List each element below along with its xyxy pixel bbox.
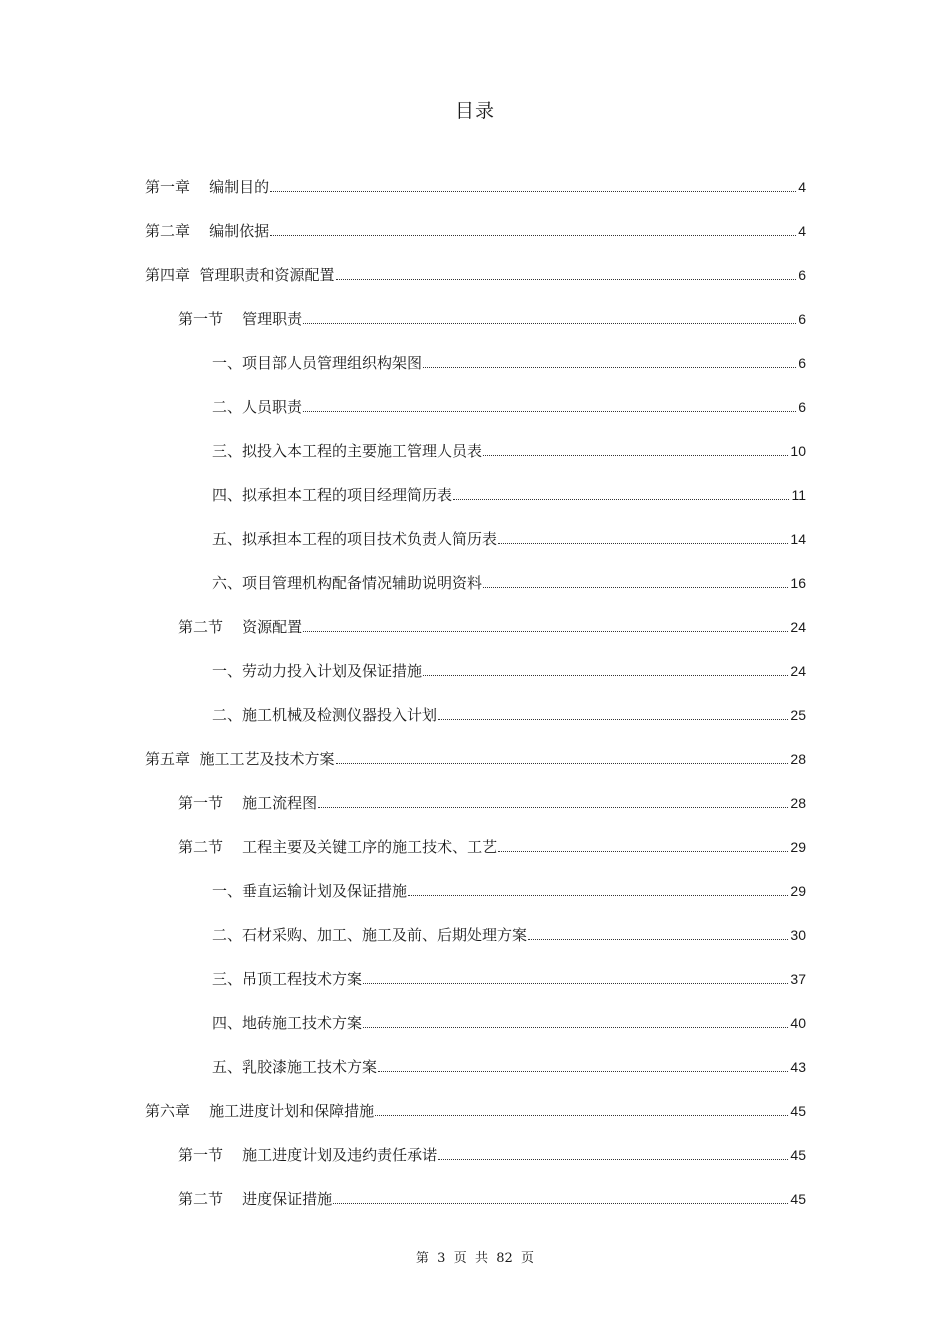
- toc-entry[interactable]: [0, 913, 950, 957]
- toc-entry-line: [212, 574, 806, 592]
- toc-page-number: 40: [790, 1015, 806, 1031]
- toc-entry-text: 三、拟投入本工程的主要施工管理人员表: [212, 442, 483, 460]
- toc-entry[interactable]: [0, 341, 950, 385]
- toc-dot-leader: [333, 1202, 788, 1204]
- toc-dot-leader: [498, 850, 788, 852]
- toc-entry-line: [212, 530, 806, 548]
- toc-dot-leader: [438, 1158, 788, 1160]
- toc-page-number: 6: [798, 399, 806, 415]
- toc-entry-text: 第一章 编制目的: [145, 178, 270, 196]
- toc-page-number: 6: [798, 355, 806, 371]
- toc-page-number: 11: [791, 487, 806, 503]
- toc-entry-text: 第一节 施工流程图: [178, 794, 318, 812]
- toc-entry[interactable]: [0, 253, 950, 297]
- toc-entry-text: 第四章 管理职责和资源配置: [145, 266, 335, 284]
- toc-entry[interactable]: [0, 429, 950, 473]
- toc-entry-text: 第二节 工程主要及关键工序的施工技术、工艺: [178, 838, 498, 856]
- toc-page-number: 28: [790, 795, 806, 811]
- toc-dot-leader: [528, 938, 788, 940]
- toc-dot-leader: [363, 982, 788, 984]
- toc-entry-text: 第一节 施工进度计划及违约责任承诺: [178, 1146, 438, 1164]
- toc-entry-text: 一、垂直运输计划及保证措施: [212, 882, 408, 900]
- toc-entry[interactable]: [0, 957, 950, 1001]
- toc-entry[interactable]: [0, 561, 950, 605]
- toc-entry-text: 五、拟承担本工程的项目技术负责人简历表: [212, 530, 498, 548]
- toc-page-number: 43: [790, 1059, 806, 1075]
- toc-dot-leader: [363, 1026, 788, 1028]
- toc-entry[interactable]: [0, 693, 950, 737]
- toc-entry-text: 五、乳胶漆施工技术方案: [212, 1058, 378, 1076]
- toc-entry[interactable]: [0, 869, 950, 913]
- toc-entry[interactable]: [0, 1089, 950, 1133]
- toc-entry-text: 六、项目管理机构配备情况辅助说明资料: [212, 574, 483, 592]
- toc-entry-text: 第二节 进度保证措施: [178, 1190, 333, 1208]
- toc-list: [0, 165, 950, 1221]
- toc-dot-leader: [408, 894, 788, 896]
- toc-entry-line: [145, 266, 806, 284]
- toc-entry-text: 四、拟承担本工程的项目经理简历表: [212, 486, 453, 504]
- toc-page-number: 45: [790, 1103, 806, 1119]
- toc-entry[interactable]: [0, 605, 950, 649]
- toc-entry-line: [145, 1102, 806, 1120]
- toc-page-number: 16: [790, 575, 806, 591]
- toc-entry-line: [212, 1058, 806, 1076]
- toc-dot-leader: [483, 454, 788, 456]
- page-footer: 第 3 页 共 82 页: [415, 1251, 535, 1266]
- toc-entry-line: [178, 1146, 806, 1164]
- toc-entry-text: 一、项目部人员管理组织构架图: [212, 354, 423, 372]
- toc-dot-leader: [303, 322, 796, 324]
- toc-dot-leader: [336, 762, 789, 764]
- toc-dot-leader: [270, 234, 796, 236]
- toc-dot-leader: [336, 278, 797, 280]
- toc-entry-text: 三、吊顶工程技术方案: [212, 970, 363, 988]
- toc-page-number: 14: [790, 531, 806, 547]
- toc-page-number: 4: [798, 179, 806, 195]
- toc-entry[interactable]: [0, 737, 950, 781]
- toc-dot-leader: [423, 674, 788, 676]
- toc-entry-text: 第五章 施工工艺及技术方案: [145, 750, 335, 768]
- toc-page-number: 24: [790, 619, 806, 635]
- toc-entry[interactable]: [0, 649, 950, 693]
- toc-entry[interactable]: [0, 1177, 950, 1221]
- toc-entry-line: [212, 706, 806, 724]
- toc-entry-line: [145, 750, 806, 768]
- toc-entry-line: [178, 1190, 806, 1208]
- toc-page-number: 25: [790, 707, 806, 723]
- toc-page-number: 29: [790, 883, 806, 899]
- toc-entry[interactable]: [0, 1045, 950, 1089]
- toc-page-number: 37: [790, 971, 806, 987]
- toc-dot-leader: [303, 410, 796, 412]
- toc-page-number: 6: [798, 311, 806, 327]
- toc-entry-text: 第六章 施工进度计划和保障措施: [145, 1102, 375, 1120]
- toc-entry-text: 第二节 资源配置: [178, 618, 303, 636]
- toc-entry[interactable]: [0, 165, 950, 209]
- toc-dot-leader: [318, 806, 788, 808]
- toc-entry[interactable]: [0, 517, 950, 561]
- toc-entry-text: 第二章 编制依据: [145, 222, 270, 240]
- toc-entry-line: [212, 442, 806, 460]
- toc-page-number: 30: [790, 927, 806, 943]
- toc-page-number: 4: [798, 223, 806, 239]
- toc-dot-leader: [375, 1114, 788, 1116]
- toc-page-number: 45: [790, 1191, 806, 1207]
- toc-entry[interactable]: [0, 209, 950, 253]
- toc-dot-leader: [453, 498, 789, 500]
- toc-entry-line: [145, 222, 806, 240]
- toc-entry-line: [178, 310, 806, 328]
- toc-page-number: 29: [790, 839, 806, 855]
- toc-entry-line: [178, 838, 806, 856]
- toc-entry-line: [212, 926, 806, 944]
- toc-entry-text: 二、人员职责: [212, 398, 303, 416]
- toc-entry-text: 二、施工机械及检测仪器投入计划: [212, 706, 438, 724]
- toc-entry-line: [212, 398, 806, 416]
- toc-entry-line: [178, 794, 806, 812]
- toc-dot-leader: [438, 718, 788, 720]
- toc-page-number: 28: [790, 751, 806, 767]
- toc-page-number: 6: [798, 267, 806, 283]
- toc-entry[interactable]: [0, 297, 950, 341]
- toc-entry[interactable]: [0, 473, 950, 517]
- toc-entry-line: [212, 354, 806, 372]
- toc-page-number: 45: [790, 1147, 806, 1163]
- toc-entry-text: 二、石材采购、加工、施工及前、后期处理方案: [212, 926, 528, 944]
- toc-page-number: 24: [790, 663, 806, 679]
- toc-entry-line: [212, 882, 806, 900]
- toc-entry-text: 四、地砖施工技术方案: [212, 1014, 363, 1032]
- toc-dot-leader: [483, 586, 788, 588]
- toc-entry-line: [212, 486, 806, 504]
- toc-dot-leader: [270, 190, 796, 192]
- toc-dot-leader: [498, 542, 788, 544]
- toc-title: 目录: [454, 100, 495, 122]
- toc-entry[interactable]: [0, 781, 950, 825]
- toc-entry-line: [178, 618, 806, 636]
- toc-entry-line: [145, 178, 806, 196]
- toc-entry[interactable]: [0, 1001, 950, 1045]
- toc-entry-line: [212, 970, 806, 988]
- toc-dot-leader: [303, 630, 788, 632]
- toc-entry[interactable]: [0, 1133, 950, 1177]
- toc-dot-leader: [378, 1070, 788, 1072]
- toc-page-number: 10: [790, 443, 806, 459]
- toc-entry[interactable]: [0, 825, 950, 869]
- toc-dot-leader: [423, 366, 796, 368]
- toc-entry-text: 一、劳动力投入计划及保证措施: [212, 662, 423, 680]
- toc-entry-text: 第一节 管理职责: [178, 310, 303, 328]
- toc-entry-line: [212, 662, 806, 680]
- toc-entry-line: [212, 1014, 806, 1032]
- toc-entry[interactable]: [0, 385, 950, 429]
